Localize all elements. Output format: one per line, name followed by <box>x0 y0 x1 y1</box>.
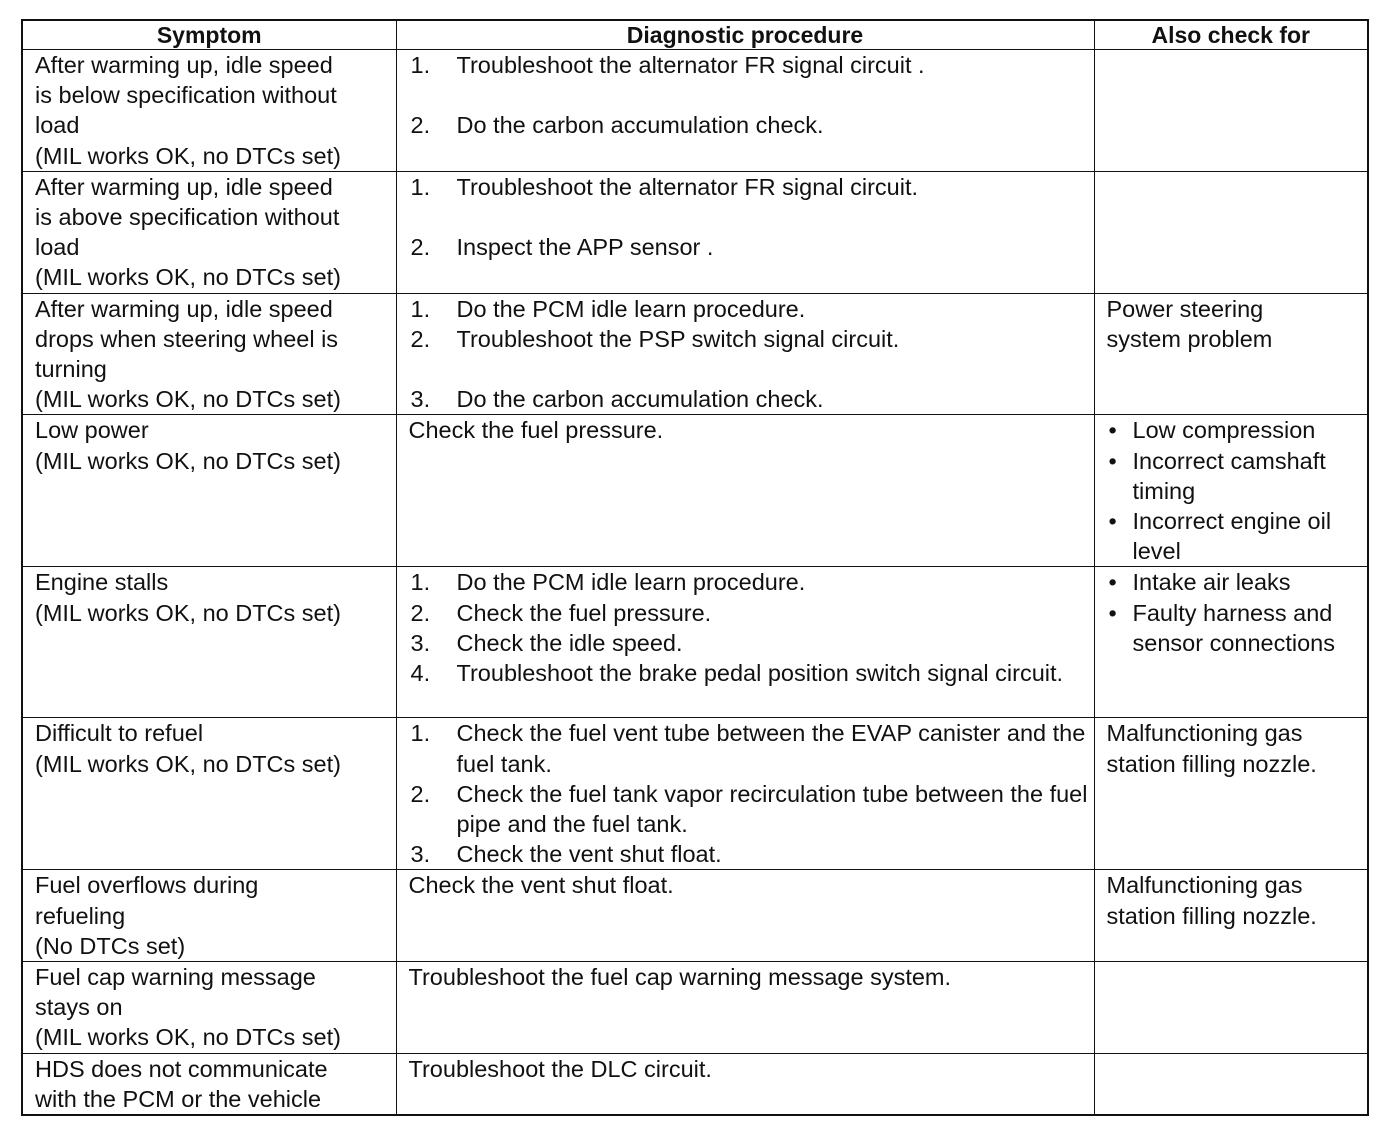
procedure-step <box>409 294 1090 324</box>
step-number: 2. <box>410 780 431 807</box>
step-gap <box>409 202 1090 232</box>
procedure-cell <box>396 567 1094 718</box>
also-check-item-text: Intake air leaks <box>1132 569 1291 596</box>
symptom-cell <box>22 1053 396 1115</box>
also-check-item-text: Incorrect camshaft timing <box>1132 447 1326 504</box>
symptom-text: After warming up, idle speed <box>35 295 333 322</box>
symptom-condition: (MIL works OK, no DTCs set) <box>35 1024 341 1051</box>
symptom-text: stays on <box>35 994 123 1021</box>
step-number: 3. <box>410 386 431 413</box>
also-check-item-text: Incorrect engine oil level <box>1132 508 1332 565</box>
also-check-text: system problem <box>1106 325 1273 352</box>
procedure-text: Check the vent shut float. <box>408 872 674 899</box>
procedure-step <box>409 628 1090 658</box>
also-check-item <box>1107 446 1364 506</box>
procedure-cell <box>396 415 1094 567</box>
step-number: 2. <box>410 234 431 261</box>
symptom-text: Difficult to refuel <box>35 720 204 747</box>
table-row <box>22 50 1368 172</box>
procedure-step <box>409 324 1090 354</box>
step-number: 2. <box>410 112 431 139</box>
also-check-list <box>1107 415 1364 566</box>
step-text: Troubleshoot the brake pedal position switch signal circuit. <box>456 660 1064 687</box>
procedure-step <box>409 232 1090 262</box>
symptom-text: load <box>35 112 80 139</box>
header-symptom: Symptom <box>22 20 396 50</box>
symptom-text: HDS does not communicate <box>35 1055 328 1082</box>
step-number: 2. <box>410 599 431 626</box>
symptom-text: Low power <box>35 417 149 444</box>
symptom-text: load <box>35 234 80 261</box>
step-text: Check the fuel vent tube between the EVAP canister and the fuel tank. <box>456 720 1086 777</box>
also-check-text: station filling nozzle. <box>1106 902 1317 929</box>
procedure-steps <box>409 294 1090 415</box>
procedure-cell <box>396 1053 1094 1115</box>
step-number: 1. <box>410 52 431 78</box>
table-row <box>22 962 1368 1054</box>
symptom-text: Fuel overflows during <box>35 872 259 899</box>
procedure-step <box>409 50 1090 80</box>
symptom-text: is above specification without <box>35 204 340 231</box>
step-number: 1. <box>410 720 431 747</box>
table-row <box>22 171 1368 293</box>
step-text: Do the PCM idle learn procedure. <box>456 569 806 596</box>
procedure-steps <box>409 718 1090 869</box>
step-number: 1. <box>410 295 431 322</box>
also-check-cell <box>1094 50 1368 172</box>
also-check-cell <box>1094 171 1368 293</box>
step-text: Do the PCM idle learn procedure. <box>456 295 806 322</box>
table-row <box>22 415 1368 567</box>
also-check-text: Malfunctioning gas <box>1106 872 1303 899</box>
also-check-text: Malfunctioning gas <box>1106 720 1303 747</box>
procedure-cell <box>396 870 1094 962</box>
bullet-icon: • <box>1108 508 1117 535</box>
symptom-condition: (MIL works OK, no DTCs set) <box>35 264 341 291</box>
symptom-text: After warming up, idle speed <box>35 173 333 200</box>
step-text: Troubleshoot the PSP switch signal circuit. <box>456 325 900 352</box>
symptom-cell <box>22 718 396 870</box>
header-row <box>22 20 1368 50</box>
symptom-cell <box>22 415 396 567</box>
step-text: Troubleshoot the alternator FR signal circuit. <box>456 173 919 200</box>
symptom-cell <box>22 567 396 718</box>
step-gap <box>409 80 1090 110</box>
also-check-cell <box>1094 415 1368 567</box>
procedure-steps <box>409 567 1090 688</box>
also-check-item-text: Low compression <box>1132 417 1316 444</box>
bullet-icon: • <box>1108 417 1117 444</box>
procedure-step <box>409 567 1090 597</box>
also-check-item-text: Faulty harness and sensor connections <box>1132 599 1335 656</box>
bullet-icon: • <box>1108 599 1117 626</box>
procedure-step <box>409 779 1090 839</box>
symptom-text: Engine stalls <box>35 569 169 596</box>
also-check-item <box>1107 567 1364 597</box>
step-gap <box>409 354 1090 384</box>
also-check-item <box>1107 415 1364 445</box>
header-diagnostic-procedure: Diagnostic procedure <box>396 20 1094 50</box>
also-check-cell <box>1094 962 1368 1054</box>
header-also-check-for: Also check for <box>1094 20 1368 50</box>
step-number: 3. <box>410 841 431 868</box>
symptom-condition: (MIL works OK, no DTCs set) <box>35 750 341 777</box>
also-check-cell <box>1094 567 1368 718</box>
procedure-step <box>409 839 1090 869</box>
step-number: 2. <box>410 325 431 352</box>
symptom-cell <box>22 293 396 415</box>
step-number: 3. <box>410 629 431 656</box>
also-check-item <box>1107 598 1364 658</box>
symptom-cell <box>22 962 396 1054</box>
symptom-cell <box>22 870 396 962</box>
step-number: 4. <box>410 660 431 687</box>
symptom-condition: (MIL works OK, no DTCs set) <box>35 447 341 474</box>
symptom-text: turning <box>35 356 107 383</box>
also-check-list <box>1107 567 1364 658</box>
table-row <box>22 1053 1368 1115</box>
symptom-text: After warming up, idle speed <box>35 52 333 78</box>
also-check-item <box>1107 506 1364 566</box>
table-row <box>22 567 1368 718</box>
symptom-condition: (MIL works OK, no DTCs set) <box>35 142 341 169</box>
procedure-step <box>409 384 1090 414</box>
also-check-cell <box>1094 718 1368 870</box>
symptom-text: refueling <box>35 902 126 929</box>
step-text: Inspect the APP sensor . <box>456 234 714 261</box>
table-row <box>22 870 1368 962</box>
procedure-step <box>409 172 1090 202</box>
table-row <box>22 293 1368 415</box>
symptom-text: is below specification without <box>35 82 337 109</box>
procedure-cell <box>396 50 1094 172</box>
symptom-text: drops when steering wheel is <box>35 325 339 352</box>
procedure-cell <box>396 718 1094 870</box>
symptom-text: Fuel cap warning message <box>35 964 316 991</box>
bullet-icon: • <box>1108 447 1117 474</box>
also-check-text: station filling nozzle. <box>1106 750 1317 777</box>
procedure-cell <box>396 293 1094 415</box>
procedure-step <box>409 658 1090 688</box>
also-check-cell <box>1094 870 1368 962</box>
step-text: Do the carbon accumulation check. <box>456 112 824 139</box>
symptom-cell <box>22 171 396 293</box>
step-text: Check the vent shut float. <box>456 841 722 868</box>
step-number: 1. <box>410 173 431 200</box>
symptom-condition: (No DTCs set) <box>35 932 186 959</box>
bullet-icon: • <box>1108 569 1117 596</box>
procedure-text: Check the fuel pressure. <box>408 417 664 444</box>
procedure-text: Troubleshoot the fuel cap warning message system. <box>408 964 952 991</box>
step-text: Troubleshoot the alternator FR signal circuit . <box>456 52 925 78</box>
symptom-cell <box>22 50 396 172</box>
procedure-step <box>409 598 1090 628</box>
procedure-cell <box>396 171 1094 293</box>
diagnostic-table <box>21 19 1369 1116</box>
also-check-text: Power steering <box>1106 295 1264 322</box>
step-text: Check the fuel pressure. <box>456 599 712 626</box>
procedure-text: Troubleshoot the DLC circuit. <box>408 1055 712 1082</box>
procedure-steps <box>409 50 1090 141</box>
symptom-condition: (MIL works OK, no DTCs set) <box>35 386 341 413</box>
table-row <box>22 718 1368 870</box>
symptom-text: with the PCM or the vehicle <box>35 1085 322 1112</box>
procedure-step <box>409 110 1090 140</box>
procedure-steps <box>409 172 1090 263</box>
step-text: Check the fuel tank vapor recirculation tube between the fuel pipe and the fuel tank. <box>456 780 1088 838</box>
step-number: 1. <box>410 569 431 596</box>
symptom-condition: (MIL works OK, no DTCs set) <box>35 599 341 626</box>
procedure-step <box>409 718 1090 778</box>
step-text: Check the idle speed. <box>456 629 683 656</box>
procedure-cell <box>396 962 1094 1054</box>
also-check-cell <box>1094 293 1368 415</box>
step-text: Do the carbon accumulation check. <box>456 386 824 413</box>
also-check-cell <box>1094 1053 1368 1115</box>
